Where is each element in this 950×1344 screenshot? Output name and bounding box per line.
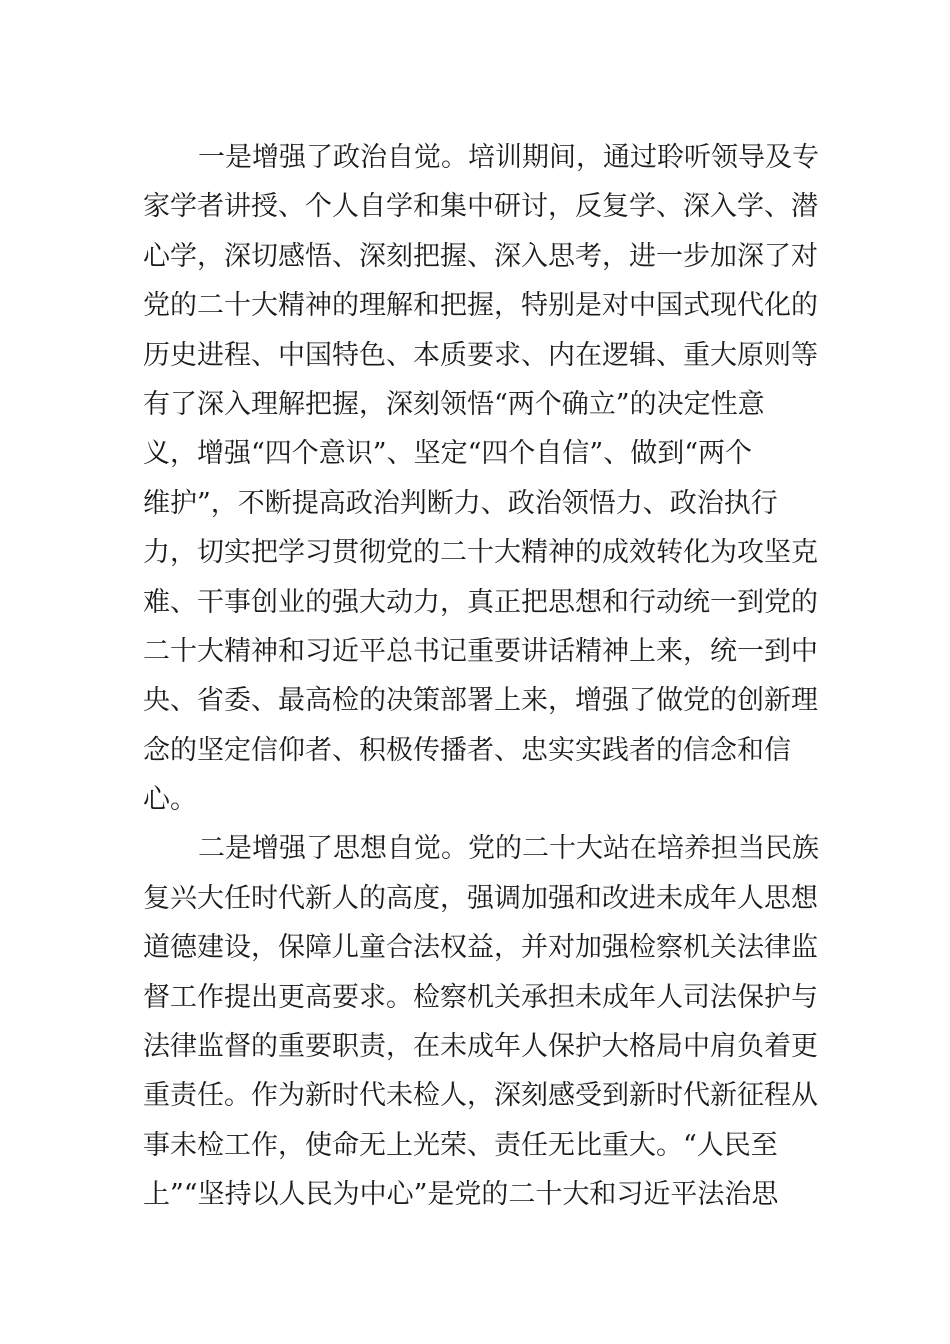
text-line: 二是增强了思想自觉。党的二十大站在培养担当民族	[198, 833, 819, 865]
text-line: 党的二十大精神的理解和把握，特别是对中国式现代化的	[143, 290, 818, 322]
text-line: 念的坚定信仰者、积极传播者、忠实实践者的信念和信	[143, 734, 791, 766]
text-line: 有了深入理解把握，深刻领悟“两个确立”的决定性意	[143, 388, 765, 420]
text-line: 上”“坚持以人民为中心”是党的二十大和习近平法治思	[143, 1179, 779, 1211]
text-line: 力，切实把学习贯彻党的二十大精神的成效转化为攻坚克	[143, 537, 818, 569]
text-line: 难、干事创业的强大动力，真正把思想和行动统一到党的	[143, 586, 818, 618]
text-line: 历史进程、中国特色、本质要求、内在逻辑、重大原则等	[143, 339, 818, 371]
body-text	[143, 133, 819, 1220]
text-line: 重责任。作为新时代未检人，深刻感受到新时代新征程从	[143, 1080, 818, 1112]
text-line: 法律监督的重要职责，在未成年人保护大格局中肩负着更	[143, 1031, 818, 1063]
text-line: 家学者讲授、个人自学和集中研讨，反复学、深入学、潜	[143, 191, 818, 223]
text-line: 央、省委、最高检的决策部署上来，增强了做党的创新理	[143, 685, 818, 717]
text-line: 心学，深切感悟、深刻把握、深入思考，进一步加深了对	[143, 240, 818, 272]
text-line: 义，增强“四个意识”、坚定“四个自信”、做到“两个	[143, 438, 753, 470]
text-line: 复兴大任时代新人的高度，强调加强和改进未成年人思想	[143, 882, 818, 914]
paragraph	[143, 824, 819, 1219]
text-line: 心。	[143, 784, 197, 816]
paragraph	[143, 133, 819, 824]
text-line: 道德建设，保障儿童合法权益，并对加强检察机关法律监	[143, 932, 818, 964]
text-line: 二十大精神和习近平总书记重要讲话精神上来，统一到中	[143, 635, 818, 667]
text-line: 督工作提出更高要求。检察机关承担未成年人司法保护与	[143, 981, 818, 1013]
text-line: 事未检工作，使命无上光荣、责任无比重大。“人民至	[143, 1129, 778, 1161]
text-line: 维护”，不断提高政治判断力、政治领悟力、政治执行	[143, 487, 778, 519]
text-line: 一是增强了政治自觉。培训期间，通过聆听领导及专	[198, 142, 819, 173]
